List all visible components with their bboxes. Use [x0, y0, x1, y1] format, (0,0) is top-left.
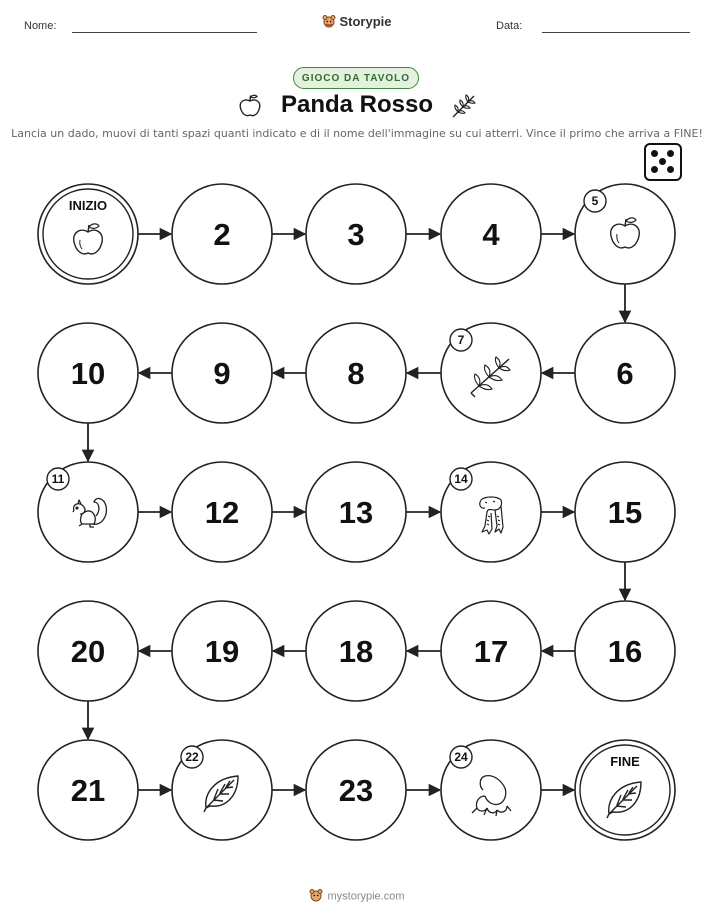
board-space-23[interactable]: [306, 740, 406, 840]
space-number: 21: [70, 773, 106, 808]
board-space-19[interactable]: [172, 601, 272, 701]
instructions: Lancia un dado, muovi di tanti spazi quanti indicato e di il nome dell'immagine su cui atterri. Vince il primo che arriva a FINE!: [11, 127, 703, 140]
board-space-fine[interactable]: [575, 740, 675, 840]
board-space-18[interactable]: [306, 601, 406, 701]
board-space-14[interactable]: [441, 462, 541, 562]
board-space-9[interactable]: [172, 323, 272, 423]
space-number-badge: 5: [591, 194, 599, 208]
board-space-24[interactable]: [441, 740, 541, 840]
board-space-11[interactable]: [38, 462, 138, 562]
board-space-3[interactable]: [306, 184, 406, 284]
space-number: 16: [607, 634, 643, 669]
space-number: 19: [204, 634, 240, 669]
space-number-badge: 22: [185, 750, 199, 764]
brand-name: Storypie: [339, 14, 392, 29]
space-number: 2: [213, 217, 231, 252]
footer-url[interactable]: mystorypie.com: [327, 890, 405, 903]
date-label: Data:: [496, 20, 523, 32]
space-number: 12: [204, 495, 240, 530]
space-number: 15: [607, 495, 643, 530]
space-number: 9: [213, 356, 231, 391]
space-number: 20: [70, 634, 106, 669]
board-space-21[interactable]: [38, 740, 138, 840]
space-label: INIZIO: [68, 198, 108, 213]
space-number: 23: [338, 773, 374, 808]
board-space-5[interactable]: [575, 184, 675, 284]
space-number: 10: [70, 356, 106, 391]
footer: [0, 888, 714, 905]
space-number: 18: [338, 634, 374, 669]
board-space-6[interactable]: [575, 323, 675, 423]
page-title: Panda Rosso: [280, 91, 434, 118]
board-space-16[interactable]: [575, 601, 675, 701]
board-space-10[interactable]: [38, 323, 138, 423]
storypie-bear-icon: [309, 888, 323, 905]
space-number-badge: 24: [454, 750, 468, 764]
board-space-17[interactable]: [441, 601, 541, 701]
space-number: 8: [347, 356, 365, 391]
space-number: 3: [347, 217, 365, 252]
name-label: Nome:: [24, 20, 57, 32]
space-number-badge: 11: [51, 472, 65, 486]
board-space-12[interactable]: [172, 462, 272, 562]
board-space-13[interactable]: [306, 462, 406, 562]
space-number: 17: [473, 634, 509, 669]
board-space-7[interactable]: [441, 323, 541, 423]
board-space-20[interactable]: [38, 601, 138, 701]
game-type-badge: GIOCO DA TAVOLO: [293, 67, 419, 89]
board-space-inizio[interactable]: [38, 184, 138, 284]
space-number-badge: 7: [457, 333, 465, 347]
board-space-22[interactable]: [172, 740, 272, 840]
board-space-4[interactable]: [441, 184, 541, 284]
space-number: 6: [616, 356, 634, 391]
space-number-badge: 14: [454, 472, 468, 486]
board-space-2[interactable]: [172, 184, 272, 284]
space-number: 13: [338, 495, 374, 530]
space-number: 4: [482, 217, 500, 252]
board-space-15[interactable]: [575, 462, 675, 562]
space-label: FINE: [610, 754, 640, 769]
board-space-8[interactable]: [306, 323, 406, 423]
